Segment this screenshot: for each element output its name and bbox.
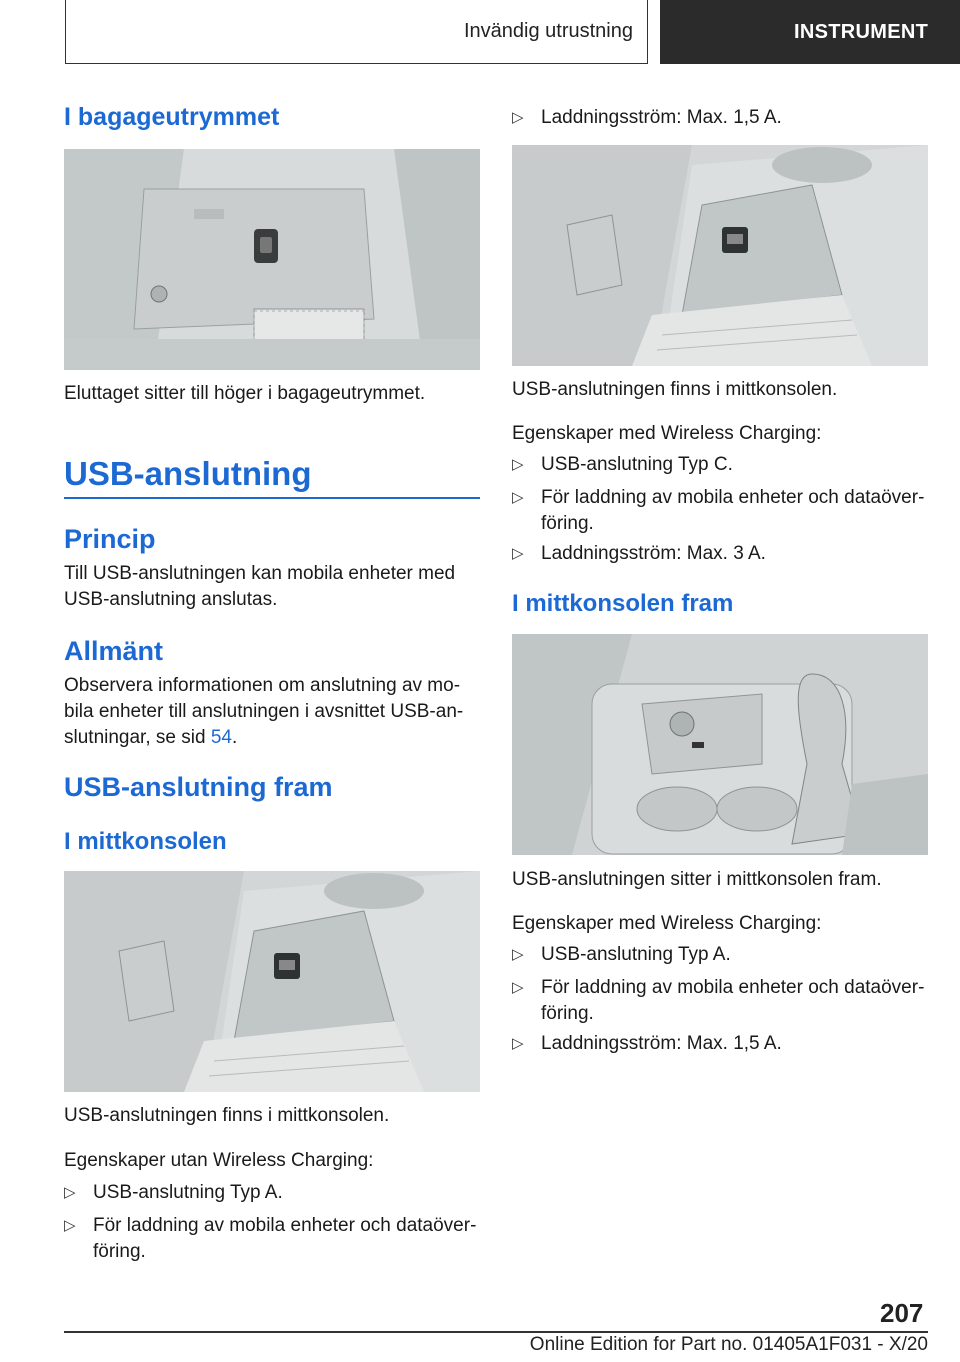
list-item-text: För laddning av mobila enheter och dataöverföring. [93,1215,477,1262]
text-allmant [64,673,480,751]
list-item-text: För laddning av mobila enheter och dataöverföring. [541,487,925,534]
heading-allmant: Allmänt [64,636,164,666]
triangle-right-icon: ▷ [512,946,524,963]
image-center-console-wireless [512,145,928,366]
list-item [512,942,928,968]
text-allmant-body: Observera informationen om anslutning av mobila enheter till anslutningen i avsnittet USB-anslutningar, se sid [64,675,464,748]
image-front-console-gear [512,634,928,855]
list-item-text: USB-anslutning Typ A. [541,944,731,965]
list-item-text: För laddning av mobila enheter och dataöverföring. [541,977,925,1024]
list-item-text: USB-anslutning Typ C. [541,454,733,475]
list-item-text: Laddningsström: Max. 1,5 A. [541,1033,782,1054]
list-item [512,452,928,478]
heading-rule [64,497,480,499]
list-item-text: Laddningsström: Max. 1,5 A. [541,107,782,128]
text-princip: Till USB-anslutningen kan mobila enheter med USB-anslutning anslutas. [64,563,456,610]
caption-bagage: Eluttaget sitter till höger i bagageutrymmet. [64,383,426,404]
header-chapter-title: INSTRUMENT [794,20,929,43]
heading-usb-fram: USB-anslutning fram [64,772,333,802]
heading-princip: Princip [64,524,156,554]
list-item [512,541,928,567]
footer-edition: Online Edition for Part no. 01405A1F031 - X/20 [529,1334,928,1355]
triangle-right-icon: ▷ [64,1184,76,1201]
triangle-right-icon: ▷ [512,109,524,126]
triangle-right-icon: ▷ [64,1217,76,1234]
text-allmant-end: . [231,727,238,748]
image-luggage-compartment [64,149,480,370]
intro-with-wireless: Egenskaper med Wireless Charging: [512,423,822,444]
triangle-right-icon: ▷ [512,489,524,506]
list-item [64,1180,480,1206]
header-section-box [65,0,648,64]
list-item [512,1031,928,1057]
heading-usb-anslutning: USB-anslutning [64,455,312,492]
list-item [512,485,928,537]
caption-mittkonsolen-fram: USB-anslutningen sitter i mittkonsolen fram. [512,869,882,890]
list-item [512,975,928,1027]
list-item [64,1213,480,1265]
footer-rule [64,1331,928,1333]
list-item-text: USB-anslutning Typ A. [93,1182,283,1203]
heading-mittkonsolen: I mittkonsolen [64,828,227,855]
triangle-right-icon: ▷ [512,456,524,473]
heading-mittkonsolen-fram: I mittkonsolen fram [512,590,734,617]
triangle-right-icon: ▷ [512,979,524,996]
header-section-title: Invändig utrustning [463,20,633,42]
heading-bagage: I bagageutrymmet [64,103,280,131]
intro-without-wireless: Egenskaper utan Wireless Charging: [64,1150,374,1171]
intro-with-wireless-2: Egenskaper med Wireless Charging: [512,913,822,934]
list-item [512,105,928,131]
page-link-54[interactable]: 54 [210,727,232,748]
list-item-text: Laddningsström: Max. 3 A. [541,543,766,564]
image-center-console-usb [64,871,480,1092]
triangle-right-icon: ▷ [512,545,524,562]
header-chapter-tab[interactable] [660,0,960,64]
caption-mittkonsolen-right: USB-anslutningen finns i mittkonsolen. [512,379,838,400]
caption-mittkonsolen: USB-anslutningen finns i mittkonsolen. [64,1105,390,1126]
page-number: 207 [880,1298,924,1328]
triangle-right-icon: ▷ [512,1035,524,1052]
